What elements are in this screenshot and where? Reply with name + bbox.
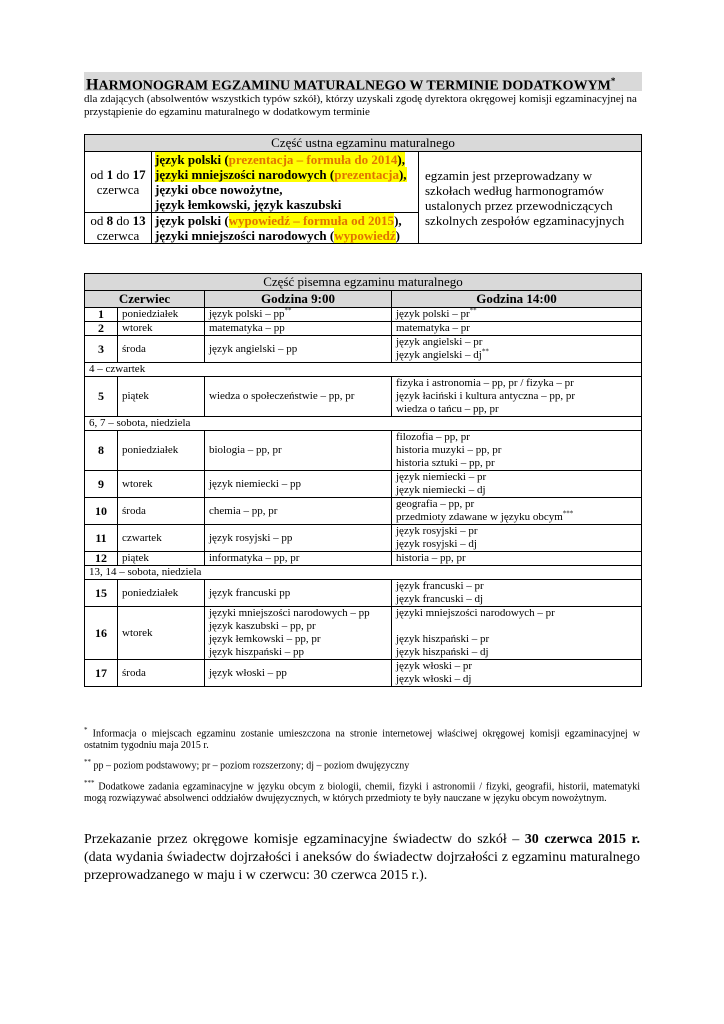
column-9am: Godzina 9:00 — [205, 291, 392, 308]
footnote-3: *** Dodatkowe zadania egzaminacyjne w języku obcym z biologii, chemii, fizyki i astronomii / fizyki, geografii, historii, matematyki mogą rozwiązywać absolwenci oddziałów dwujęzycznych, w których przedmioty te były nauczane w języku obcym nowożytnym. — [84, 778, 640, 804]
written-table-header: Część pisemna egzaminu maturalnego — [85, 274, 642, 291]
table-row: 17 środa język włoski – pp język włoski – pr język włoski – dj — [85, 660, 642, 687]
oral-date-range-1: od 1 do 17 czerwca — [85, 152, 152, 213]
oral-subjects-1: język polski (prezentacja – formuła do 2014), języki mniejszości narodowych (prezentacja), języki obce nowożytne, język łemkowski, język kaszubski — [152, 152, 419, 213]
table-row-weekend: 6, 7 – sobota, niedziela — [85, 417, 642, 431]
oral-exam-table — [84, 134, 642, 244]
table-row: 2 wtorek matematyka – pp matematyka – pr — [85, 322, 642, 336]
document-title: HARMONOGRAM EGZAMINU MATURALNEGO W TERMINIE DODATKOWYM* — [84, 72, 642, 91]
table-row: 3 środa język angielski – pp język angielski – pr język angielski – dj** — [85, 336, 642, 363]
table-row: 16 wtorek języki mniejszości narodowych – pp język kaszubski – pp, pr język łemkowski – pp, pr język hiszpański – pp języki mniejszości narodowych – pr język hiszpański – pr język hiszpański – dj — [85, 607, 642, 660]
table-row: 12 piątek informatyka – pp, pr historia – pp, pr — [85, 552, 642, 566]
oral-date-range-2: od 8 do 13 czerwca — [85, 213, 152, 244]
table-row: 9 wtorek język niemiecki – pp język niemiecki – pr język niemiecki – dj — [85, 471, 642, 498]
certificate-transfer-note: Przekazanie przez okręgowe komisje egzaminacyjne świadectw do szkół – 30 czerwca 2015 r. (data wydania świadectw dojrzałości i aneksów do świadectw dojrzałości z egzaminu maturalnego przeprowadzanego w maju i w czerwcu: 30 czerwca 2015 r.). — [84, 832, 640, 883]
table-row: 10 środa chemia – pp, pr geografia – pp, pr przedmioty zdawane w języku obcym*** — [85, 498, 642, 525]
table-row-weekend: 4 – czwartek — [85, 363, 642, 377]
table-row: 15 poniedziałek język francuski pp język francuski – pr język francuski – dj — [85, 580, 642, 607]
table-row: 1 poniedziałek język polski – pp** język polski – pr** — [85, 308, 642, 322]
table-row: 8 poniedziałek biologia – pp, pr filozofia – pp, pr historia muzyki – pp, pr historia sztuki – pp, pr — [85, 431, 642, 471]
column-2pm: Godzina 14:00 — [392, 291, 642, 308]
table-row-weekend: 13, 14 – sobota, niedziela — [85, 566, 642, 580]
written-exam-table — [84, 273, 642, 687]
oral-exam-info: egzamin jest przeprowadzany w szkołach według harmonogramów ustalonych przez przewodniczących szkolnych zespołów egzaminacyjnych — [419, 152, 642, 244]
footnote-2: ** pp – poziom podstawowy; pr – poziom rozszerzony; dj – poziom dwujęzyczny — [84, 758, 410, 772]
table-row: 5 piątek wiedza o społeczeństwie – pp, pr fizyka i astronomia – pp, pr / fizyka – pr język łaciński i kultura antyczna – pp, pr wiedza o tańcu – pp, pr — [85, 377, 642, 417]
table-row: 11 czwartek język rosyjski – pp język rosyjski – pr język rosyjski – dj — [85, 525, 642, 552]
footnotes — [84, 724, 640, 809]
document-subtitle: dla zdających (absolwentów wszystkich typów szkół), którzy uzyskali zgodę dyrektora okręgowej komisji egzaminacyjnej na przystąpienie do egzaminu maturalnego w dodatkowym terminie — [84, 93, 637, 118]
column-month: Czerwiec — [85, 291, 205, 308]
footnote-1: * Informacja o miejscach egzaminu zostanie umieszczona na stronie internetowej właściwej okręgowej komisji egzaminacyjnej w ostatnim tygodniu maja 2015 r. — [84, 726, 640, 752]
oral-subjects-2: język polski (wypowiedź – formuła od 2015), języki mniejszości narodowych (wypowiedź) — [152, 213, 419, 244]
oral-table-header: Część ustna egzaminu maturalnego — [85, 135, 642, 152]
